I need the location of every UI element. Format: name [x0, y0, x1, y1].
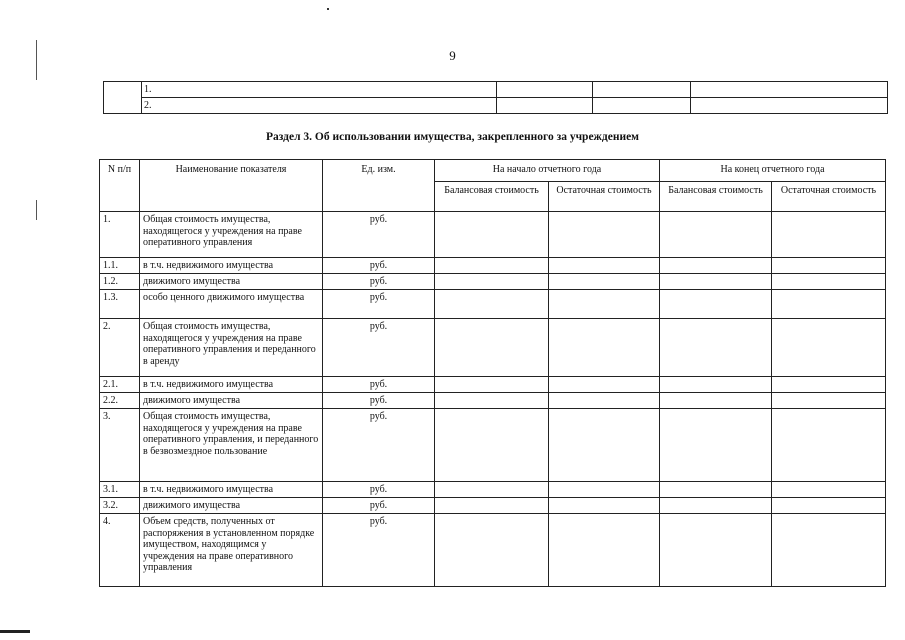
- value-cell: [772, 258, 886, 274]
- value-cell: [772, 514, 886, 587]
- row-number: 3.2.: [100, 498, 140, 514]
- row-name: в т.ч. недвижимого имущества: [140, 482, 323, 498]
- header-num: N п/п: [100, 160, 140, 212]
- value-cell: [660, 514, 772, 587]
- value-cell: [435, 319, 549, 377]
- row-number: 3.1.: [100, 482, 140, 498]
- value-cell: [435, 393, 549, 409]
- table-row: [100, 498, 886, 514]
- value-cell: [772, 290, 886, 319]
- row-unit: руб.: [323, 274, 435, 290]
- value-cell: [549, 319, 660, 377]
- empty-cell: [593, 98, 691, 114]
- empty-cell: [691, 82, 888, 98]
- table-row: [100, 274, 886, 290]
- row-unit: руб.: [323, 377, 435, 393]
- empty-cell: [497, 98, 593, 114]
- table-row: [104, 82, 888, 98]
- header-end-residual: Остаточная стоимость: [772, 182, 886, 212]
- row-number: 1.: [100, 212, 140, 258]
- value-cell: [660, 258, 772, 274]
- section-title: Раздел 3. Об использовании имущества, закрепленного за учреждением: [265, 131, 640, 143]
- row-name: движимого имущества: [140, 393, 323, 409]
- value-cell: [660, 409, 772, 482]
- header-end-balance: Балансовая стоимость: [660, 182, 772, 212]
- value-cell: [660, 319, 772, 377]
- row-name: Общая стоимость имущества, находящегося у учреждения на праве оперативного управления: [140, 212, 323, 258]
- table-row: [100, 290, 886, 319]
- row-name: в т.ч. недвижимого имущества: [140, 258, 323, 274]
- table-body: [100, 212, 886, 587]
- row-name: особо ценного движимого имущества: [140, 290, 323, 319]
- value-cell: [660, 377, 772, 393]
- value-cell: [660, 393, 772, 409]
- value-cell: [772, 482, 886, 498]
- value-cell: [549, 498, 660, 514]
- value-cell: [549, 409, 660, 482]
- value-cell: [549, 290, 660, 319]
- scan-dot: [327, 8, 329, 10]
- row-unit: руб.: [323, 482, 435, 498]
- row-unit: руб.: [323, 409, 435, 482]
- row-unit: руб.: [323, 393, 435, 409]
- value-cell: [435, 290, 549, 319]
- table-row: [100, 319, 886, 377]
- empty-cell: [497, 82, 593, 98]
- header-unit: Ед. изм.: [323, 160, 435, 212]
- value-cell: [435, 409, 549, 482]
- row-number: 4.: [100, 514, 140, 587]
- value-cell: [549, 274, 660, 290]
- row-unit: руб.: [323, 212, 435, 258]
- previous-section-table: [103, 81, 888, 114]
- value-cell: [549, 482, 660, 498]
- row-name: движимого имущества: [140, 498, 323, 514]
- table-row: [100, 212, 886, 258]
- margin-mark: [36, 200, 37, 220]
- value-cell: [549, 393, 660, 409]
- row-name: Объем средств, полученных от распоряжения в установленном порядке имуществом, находящимся у учреждения на праве оперативного управления: [140, 514, 323, 587]
- row-unit: руб.: [323, 514, 435, 587]
- row-name: Общая стоимость имущества, находящегося у учреждения на праве оперативного управления и переданного в аренду: [140, 319, 323, 377]
- value-cell: [435, 498, 549, 514]
- row-number: 3.: [100, 409, 140, 482]
- table-row: [100, 393, 886, 409]
- row-label: 2.: [142, 98, 497, 114]
- value-cell: [660, 274, 772, 290]
- value-cell: [435, 482, 549, 498]
- row-number: 1.1.: [100, 258, 140, 274]
- value-cell: [772, 212, 886, 258]
- row-label: 1.: [142, 82, 497, 98]
- scan-mark: [0, 630, 30, 633]
- row-number: 1.3.: [100, 290, 140, 319]
- row-name: движимого имущества: [140, 274, 323, 290]
- row-number: 2.1.: [100, 377, 140, 393]
- row-unit: руб.: [323, 498, 435, 514]
- header-start-balance: Балансовая стоимость: [435, 182, 549, 212]
- row-number: 2.2.: [100, 393, 140, 409]
- property-usage-table: [99, 159, 886, 587]
- table-row: [104, 98, 888, 114]
- value-cell: [435, 514, 549, 587]
- table-row: [100, 514, 886, 587]
- row-unit: руб.: [323, 319, 435, 377]
- row-name: в т.ч. недвижимого имущества: [140, 377, 323, 393]
- value-cell: [660, 290, 772, 319]
- row-number: 2.: [100, 319, 140, 377]
- page-number: 9: [449, 48, 456, 63]
- empty-cell: [691, 98, 888, 114]
- value-cell: [549, 514, 660, 587]
- value-cell: [660, 498, 772, 514]
- row-unit: руб.: [323, 258, 435, 274]
- table-row: [100, 258, 886, 274]
- value-cell: [549, 212, 660, 258]
- header-end-year: На конец отчетного года: [660, 160, 886, 182]
- value-cell: [549, 258, 660, 274]
- empty-cell: [593, 82, 691, 98]
- value-cell: [772, 319, 886, 377]
- empty-cell: [104, 82, 142, 114]
- value-cell: [772, 274, 886, 290]
- value-cell: [660, 482, 772, 498]
- value-cell: [435, 274, 549, 290]
- value-cell: [772, 498, 886, 514]
- value-cell: [772, 409, 886, 482]
- table-row: [100, 409, 886, 482]
- value-cell: [660, 212, 772, 258]
- value-cell: [435, 377, 549, 393]
- value-cell: [435, 212, 549, 258]
- row-unit: руб.: [323, 290, 435, 319]
- header-start-year: На начало отчетного года: [435, 160, 660, 182]
- table-row: [100, 377, 886, 393]
- header-row: [100, 160, 886, 182]
- value-cell: [549, 377, 660, 393]
- row-number: 1.2.: [100, 274, 140, 290]
- value-cell: [772, 377, 886, 393]
- row-name: Общая стоимость имущества, находящегося у учреждения на праве оперативного управления, и переданного в безвозмездное пользование: [140, 409, 323, 482]
- value-cell: [435, 258, 549, 274]
- header-start-residual: Остаточная стоимость: [549, 182, 660, 212]
- value-cell: [772, 393, 886, 409]
- table-row: [100, 482, 886, 498]
- header-name: Наименование показателя: [140, 160, 323, 212]
